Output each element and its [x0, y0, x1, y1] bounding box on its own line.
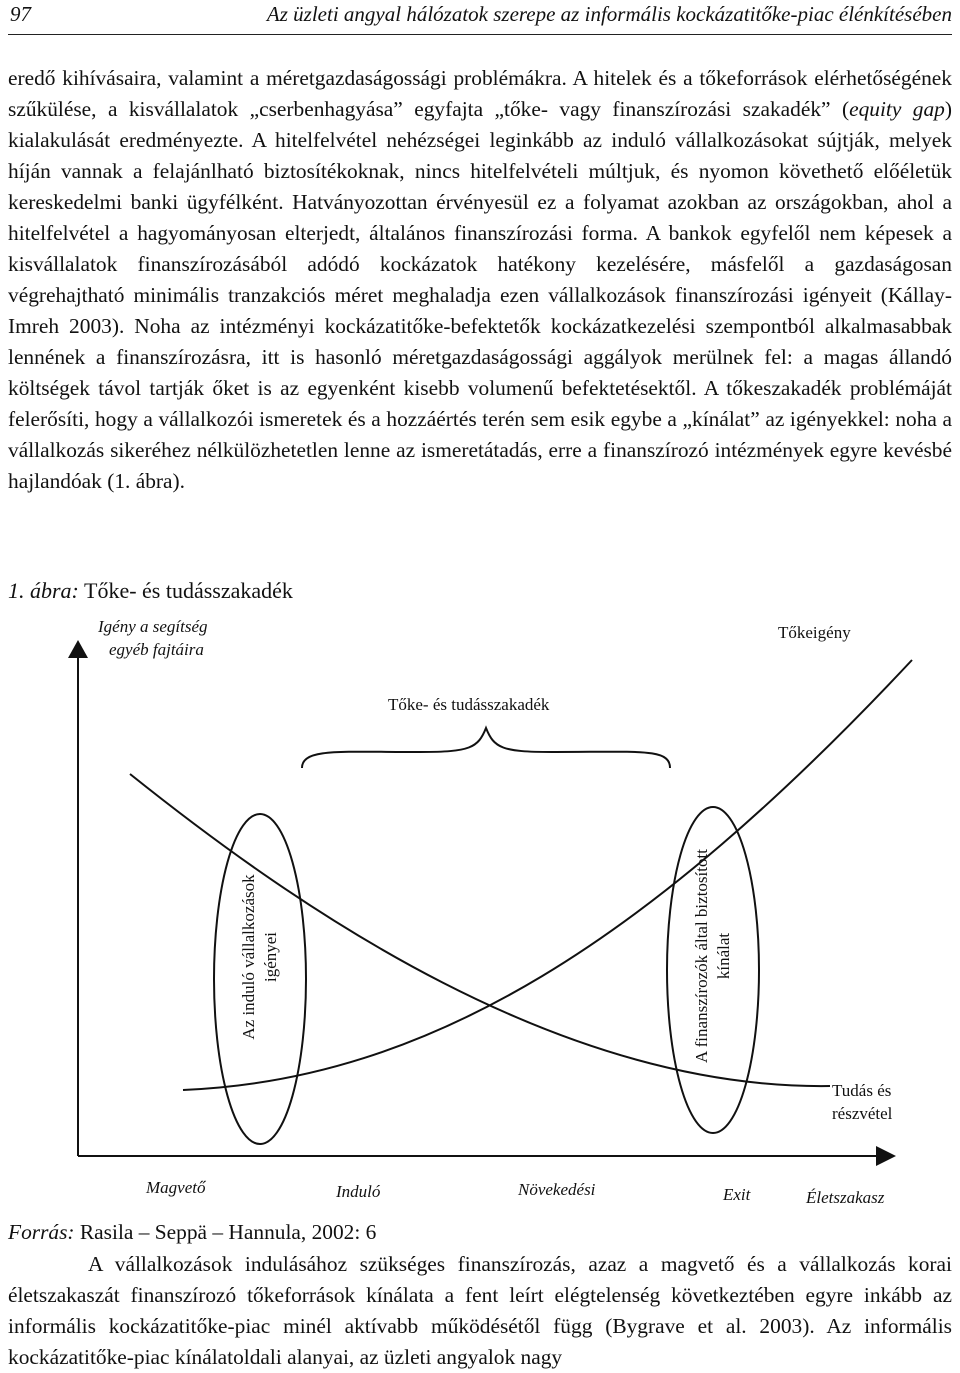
stage-label-exit: Exit [723, 1185, 751, 1204]
knowledge-label-line-1: Tudás és [832, 1081, 892, 1100]
source-text: Rasila – Seppä – Hannula, 2002: 6 [74, 1220, 377, 1244]
body-paragraph-1 [8, 63, 952, 497]
figure-title: Tőke- és tudásszakadék [84, 578, 293, 603]
right-ellipse-label [691, 786, 735, 1126]
x-axis-arrowhead [876, 1146, 896, 1166]
right-ellipse-line-1: A finanszírozók által biztosított [692, 849, 711, 1063]
y-axis-arrowhead [68, 640, 88, 658]
stage-label-novekedesi: Növekedési [518, 1180, 596, 1199]
equity-gap-term: equity gap [849, 97, 945, 121]
figure-source [8, 1220, 376, 1245]
gap-brace [302, 728, 670, 768]
knowledge-curve [183, 660, 912, 1090]
figure-diagram [0, 610, 960, 1220]
right-ellipse-line-2: kínálat [714, 932, 733, 980]
left-ellipse-line-2: igényei [261, 931, 280, 983]
y-axis-label-line-1: Igény a segítség [98, 617, 208, 636]
knowledge-label-line-2: részvétel [832, 1104, 893, 1123]
gap-label: Tőke- és tudásszakadék [388, 695, 550, 714]
page-number: 97 [10, 2, 31, 26]
left-ellipse-line-1: Az induló vállalkozások [239, 874, 258, 1040]
left-ellipse-label [238, 807, 282, 1107]
figure-caption [8, 578, 293, 604]
paragraph-1-text-b: ) kialakulását eredményezte. A hitelfelvétel nehézségei leginkább az induló vállalkozásokat sújtják, melyek híján vannak a felajánlható biztosítékoknak, nincs hitelfelvételi múltjuk, és nyomon követhető előéletük kereskedelmi banki ügyfélként. Hatványozottan érvényesül ez a folyamat azokban az országokban, ahol a hitelfelvétel a hagyományosan elterjedt, általános finanszírozási forma. A bankok egyfelől nem képesek a kisvállalatok finanszírozásából adódó kockázatok hatékony kezelésére, másfelől a gazdaságosan végrehajtható minimális tranzakciós méret meghaladja ezen vállalkozások finanszírozási igényeit (Kállay-Imreh 2003). Noha az intézményi kockázatitőke-befektetők kockázatkezelési szempontból alkalmasabbak lennének a finanszírozásra, itt is hasonló méretgazdaságossági aggályok merülnek fel: a magas állandó költségek távol tartják őket is az egyenként kisebb volumenű befektetésektől. A tőkeszakadék problémáját felerősíti, hogy a vállalkozói ismeretek és a hozzáértés terén sem esik egybe a „kínálat” az igényekkel: noha a vállalkozás sikeréhez nélkülözhetetlen lenne az ismeretátadás, erre a finanszírozó intézmények egyre kevésbé hajlandóak (1. ábra). [8, 97, 953, 493]
stage-label-magveto: Magvető [146, 1178, 206, 1197]
paragraph-1-text-a: eredő kihívásaira, valamint a méretgazdaságossági problémákra. A hitelek és a tőkeforrások elérhetőségének szűkülése, a kisvállalatok „cserbenhagyása” egyfajta „tőke- vagy finanszírozási szakadék” ( [8, 66, 952, 121]
running-header [8, 2, 952, 35]
running-title: Az üzleti angyal hálózatok szerepe az informális kockázatitőke-piac élénkítésében [266, 2, 952, 26]
figure-number: 1. ábra: [8, 578, 79, 603]
x-axis-label: Életszakasz [806, 1188, 885, 1207]
body-paragraph-2: A vállalkozások indulásához szükséges finanszírozás, azaz a magvető és a vállalkozás korai életszakaszát finanszírozó tőkeforrások kínálata a fent leírt elégtelenség következtében egyre inkább az informális kockázatitőke-piac minél aktívabb működésétől függ (Bygrave et al. 2003). Az informális kockázatitőke-piac kínálatoldali alanyai, az üzleti angyalok nagy [8, 1252, 952, 1369]
y-axis-label-line-2: egyéb fajtáira [109, 640, 204, 659]
capital-demand-label: Tőkeigény [778, 623, 851, 642]
stage-label-indulo: Induló [336, 1182, 381, 1201]
source-label: Forrás: [8, 1220, 75, 1244]
